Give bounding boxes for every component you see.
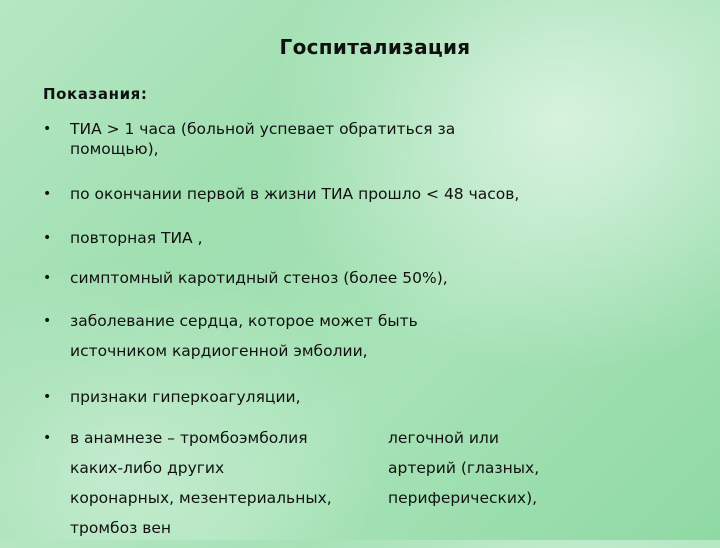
slide-title: Госпитализация bbox=[279, 35, 471, 59]
bullet-icon: • bbox=[43, 389, 52, 405]
bullet-icon: • bbox=[43, 121, 52, 137]
item-line: легочной или bbox=[388, 429, 499, 447]
item-left-column bbox=[70, 428, 332, 548]
item-line: коронарных, мезентериальных, bbox=[70, 489, 332, 507]
item-line: источником кардиогенной эмболии, bbox=[70, 342, 368, 360]
item-line: признаки гиперкоагуляции, bbox=[70, 388, 301, 406]
item-line: помощью), bbox=[70, 140, 159, 158]
bullet-icon: • bbox=[43, 313, 52, 329]
bullet-icon: • bbox=[43, 230, 52, 246]
item-line: симптомный каротидный стеноз (более 50%), bbox=[70, 269, 448, 287]
item-right-column bbox=[388, 428, 539, 518]
item-line: в анамнезе – тромбоэмболия bbox=[70, 429, 308, 447]
item-line: тромбоз вен bbox=[70, 519, 172, 537]
bullet-icon: • bbox=[43, 186, 52, 202]
bullet-icon: • bbox=[43, 430, 52, 446]
item-line: артерий (глазных, bbox=[388, 459, 540, 477]
item-line: периферических), bbox=[388, 489, 538, 507]
item-line: заболевание сердца, которое может быть bbox=[70, 312, 418, 330]
item-line: повторная ТИА , bbox=[70, 229, 203, 247]
item-line: по окончании первой в жизни ТИА прошло < 48 часов, bbox=[70, 185, 520, 203]
indications-heading: Показания: bbox=[43, 85, 148, 103]
item-line: каких-либо других bbox=[70, 459, 225, 477]
bullet-icon: • bbox=[43, 270, 52, 286]
item-line: ТИА > 1 часа (больной успевает обратиться за bbox=[70, 120, 456, 138]
